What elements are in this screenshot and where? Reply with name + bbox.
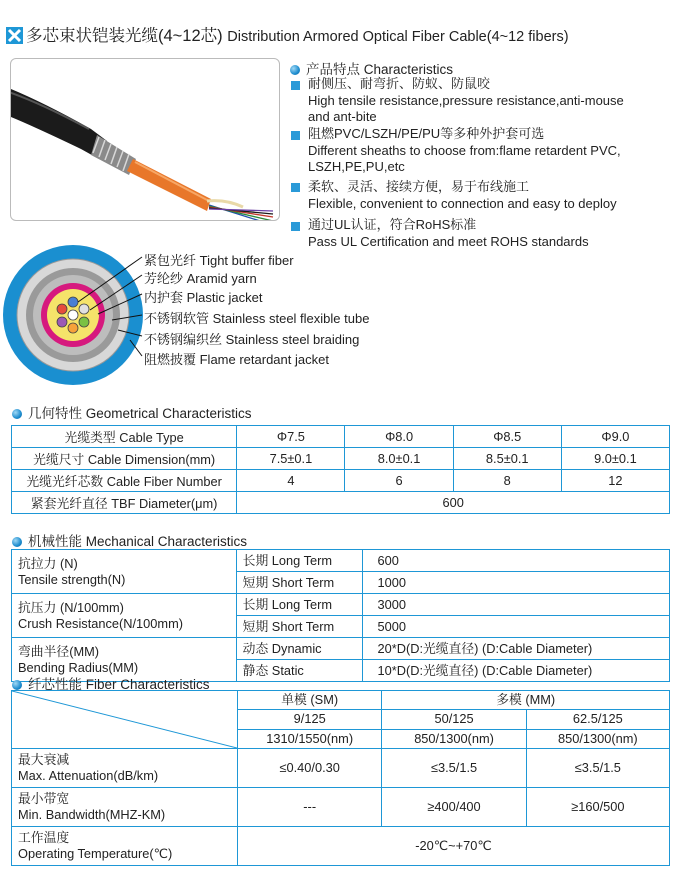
table-cell: 工作温度 Operating Temperature(℃) (12, 827, 238, 866)
table-row (12, 448, 670, 470)
title-cn: 多芯束状铠装光缆(4~12芯) (26, 27, 223, 45)
table-cell: ≤3.5/1.5 (382, 749, 526, 788)
page-title (6, 22, 569, 46)
table-row (12, 827, 670, 866)
features-heading: 产品特点 Characteristics (290, 58, 453, 78)
table-cell: 4 (237, 470, 345, 492)
table-cell: 短期 Short Term (236, 572, 363, 594)
table-cell: 静态 Static (236, 660, 363, 682)
label-steel-tube: 不锈钢软管 Stainless steel flexible tube (144, 311, 370, 326)
table-cell: 长期 Long Term (236, 594, 363, 616)
fiber-heading: 纤芯性能 Fiber Characteristics (12, 673, 210, 693)
table-cell: -20℃~+70℃ (238, 827, 670, 866)
table-cell: 光缆光纤芯数 Cable Fiber Number (12, 470, 237, 492)
bullet-icon (12, 409, 22, 419)
square-bullet-icon (291, 222, 300, 231)
table-row (12, 638, 670, 660)
table-row (12, 550, 670, 572)
square-bullet-icon (291, 81, 300, 90)
table-cell: 600 (363, 550, 670, 572)
table-cell: 8.5±0.1 (453, 448, 561, 470)
table-cell: 8.0±0.1 (345, 448, 453, 470)
cross-logo-icon (6, 27, 23, 44)
bullet-icon (290, 65, 300, 75)
bullet-icon (12, 537, 22, 547)
table-cell: Φ7.5 (237, 426, 345, 448)
diagonal-header-cell (12, 691, 238, 749)
geo-table (11, 425, 670, 514)
table-cell: 8 (453, 470, 561, 492)
table-cell: 长期 Long Term (236, 550, 363, 572)
table-cell: 短期 Short Term (236, 616, 363, 638)
label-plastic-jacket: 内护套 Plastic jacket (144, 290, 263, 305)
cable-image (11, 59, 279, 220)
square-bullet-icon (291, 183, 300, 192)
geo-heading: 几何特性 Geometrical Characteristics (12, 402, 252, 422)
table-cell: 抗拉力 (N) Tensile strength(N) (12, 550, 237, 594)
table-cell: 9.0±0.1 (561, 448, 669, 470)
fiber-table (11, 690, 670, 866)
table-row (12, 594, 670, 616)
table-cell: 62.5/125 (526, 710, 669, 729)
feature-item: 柔软、灵活、接续方便，易于布线施工 Flexible, convenient to connection and easy to deploy (308, 179, 617, 211)
table-cell: 最小带宽 Min. Bandwidth(MHZ-KM) (12, 788, 238, 827)
table-cell: Φ8.5 (453, 426, 561, 448)
table-cell: Φ8.0 (345, 426, 453, 448)
table-cell: 多模 (MM) (382, 691, 670, 710)
feature-item: 阻燃PVC/LSZH/PE/PU等多种外护套可选 Different sheaths to choose from:flame retardent PVC, LSZH,PE,PU,etc (308, 126, 621, 174)
table-cell: 600 (237, 492, 670, 514)
square-bullet-icon (291, 131, 300, 140)
table-cell: 5000 (363, 616, 670, 638)
table-cell: 12 (561, 470, 669, 492)
label-flame-jacket: 阻燃披覆 Flame retardant jacket (144, 352, 329, 367)
table-cell: ≤0.40/0.30 (238, 749, 382, 788)
table-row (12, 691, 670, 710)
table-row (12, 788, 670, 827)
table-cell: --- (238, 788, 382, 827)
label-tight-buffer: 紧包光纤 Tight buffer fiber (144, 253, 294, 268)
mech-heading: 机械性能 Mechanical Characteristics (12, 530, 247, 550)
table-cell: 9/125 (238, 710, 382, 729)
table-cell: ≤3.5/1.5 (526, 749, 669, 788)
mech-table (11, 549, 670, 682)
table-cell: 弯曲半径(MM) Bending Radius(MM) (12, 638, 237, 682)
table-cell: 光缆尺寸 Cable Dimension(mm) (12, 448, 237, 470)
bullet-icon (12, 680, 22, 690)
table-cell: 3000 (363, 594, 670, 616)
table-row (12, 492, 670, 514)
table-cell: Φ9.0 (561, 426, 669, 448)
table-cell: ≥400/400 (382, 788, 526, 827)
table-cell: 850/1300(nm) (382, 729, 526, 748)
table-cell: 7.5±0.1 (237, 448, 345, 470)
table-cell: ≥160/500 (526, 788, 669, 827)
table-cell: 850/1300(nm) (526, 729, 669, 748)
feature-item: 通过UL认证，符合RoHS标准 Pass UL Certification and meet ROHS standards (308, 217, 589, 249)
feature-item: 耐侧压、耐弯折、防蚁、防鼠咬 High tensile resistance,pressure resistance,anti-mouse and ant-bite (308, 76, 624, 124)
table-cell: 抗压力 (N/100mm) Crush Resistance(N/100mm) (12, 594, 237, 638)
table-cell: 1000 (363, 572, 670, 594)
table-row (12, 426, 670, 448)
table-cell: 10*D(D:光缆直径) (D:Cable Diameter) (363, 660, 670, 682)
table-cell: 6 (345, 470, 453, 492)
table-cell: 20*D(D:光缆直径) (D:Cable Diameter) (363, 638, 670, 660)
table-cell: 最大衰减 Max. Attenuation(dB/km) (12, 749, 238, 788)
table-cell: 紧套光纤直径 TBF Diameter(μm) (12, 492, 237, 514)
title-en: Distribution Armored Optical Fiber Cable(4~12 fibers) (227, 29, 569, 45)
table-row (12, 749, 670, 788)
cable-photo (10, 58, 280, 221)
label-steel-braiding: 不锈钢编织丝 Stainless steel braiding (144, 332, 360, 347)
table-cell: 1310/1550(nm) (238, 729, 382, 748)
table-cell: 单模 (SM) (238, 691, 382, 710)
table-row (12, 470, 670, 492)
table-cell: 50/125 (382, 710, 526, 729)
diagonal-line (12, 691, 237, 748)
table-cell: 动态 Dynamic (236, 638, 363, 660)
label-aramid: 芳纶纱 Aramid yarn (144, 271, 257, 286)
table-cell: 光缆类型 Cable Type (12, 426, 237, 448)
